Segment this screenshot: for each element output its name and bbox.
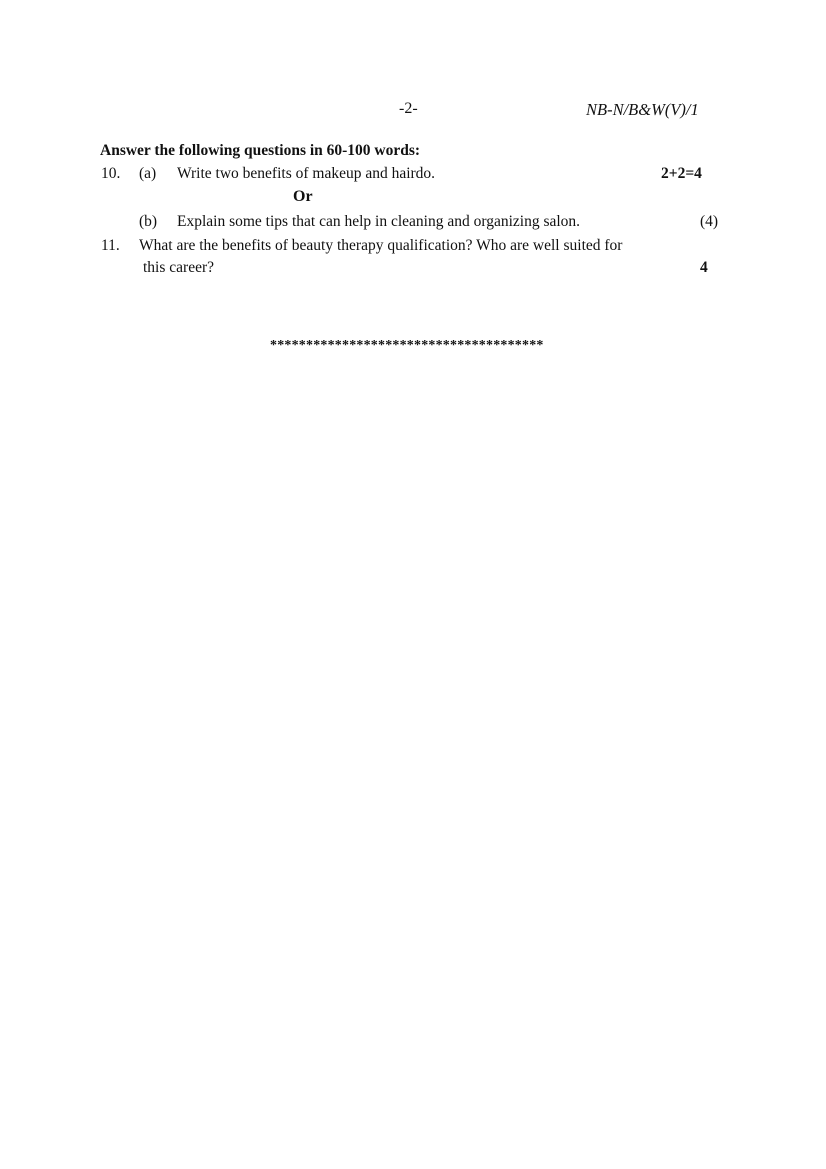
section-heading: Answer the following questions in 60-100 words: (100, 142, 421, 159)
paper-code: NB-N/B&W(V)/1 (586, 100, 699, 119)
question-text-line-1: What are the benefits of beauty therapy qualification? Who are well suited for (139, 237, 623, 254)
sub-question-label-a: (a) (139, 165, 157, 182)
end-of-paper-line: ************************************** (270, 338, 544, 353)
question-number: 10. (101, 165, 121, 182)
or-separator: Or (293, 188, 313, 205)
question-text-line-2: this career? (143, 259, 214, 276)
sub-question-label-b: (b) (139, 213, 158, 230)
sub-question-text-a: Write two benefits of makeup and hairdo. (177, 165, 436, 182)
question-marks: 2+2=4 (661, 165, 702, 182)
question-number: 11. (101, 237, 120, 254)
sub-question-text-b: Explain some tips that can help in cleaning and organizing salon. (177, 213, 581, 230)
sub-question-marks-b: (4) (700, 213, 719, 230)
question-marks: 4 (700, 259, 708, 276)
page-number: -2- (399, 100, 418, 117)
